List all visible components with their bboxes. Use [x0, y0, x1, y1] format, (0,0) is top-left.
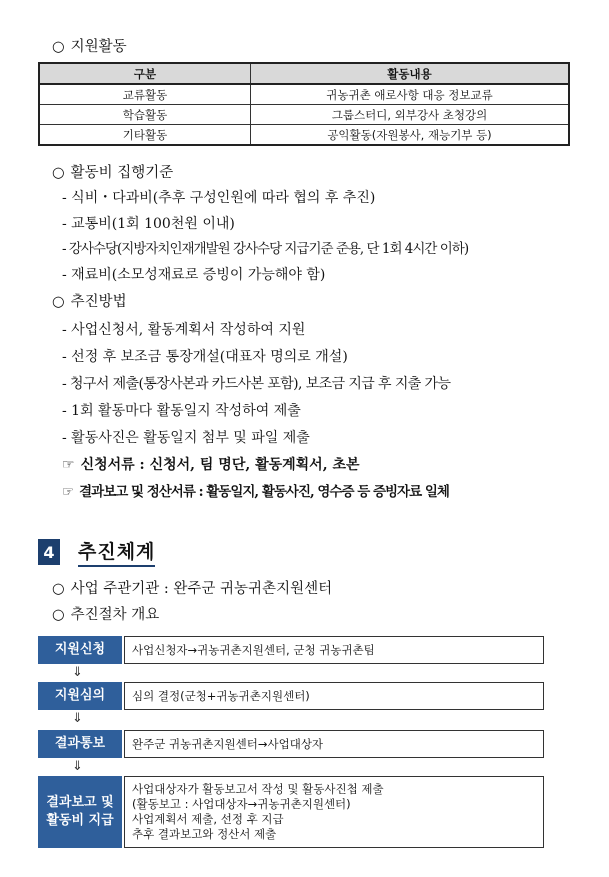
method-item: - 선정 후 보조금 통장개설(대표자 명의로 개설) — [62, 349, 348, 365]
table-header-content: 활동내용 — [251, 63, 570, 84]
pointing-hand-icon: ☞ — [62, 484, 74, 500]
support-activities-heading: ○ 지원활동 — [52, 39, 127, 55]
step-label-apply: 지원신청 — [38, 636, 122, 664]
section-title: 추진체계 — [78, 537, 155, 567]
circle-bullet-icon: ○ — [52, 607, 65, 623]
down-arrow-icon: ⇓ — [72, 759, 83, 774]
step-desc-review: 심의 결정(군청+귀농귀촌지원센터) — [124, 682, 544, 710]
table-cell: 학습활동 — [39, 105, 251, 125]
section-4-heading — [38, 538, 155, 566]
organizer-line: ○ 사업 주관기관 : 완주군 귀농귀촌지원센터 — [52, 581, 333, 597]
settlement-documents-note: ☞ 결과보고 및 정산서류 : 활동일지, 활동사진, 영수증 등 증빙자료 일체 — [62, 484, 449, 500]
procedure-heading: ○ 추진절차 개요 — [52, 607, 160, 623]
pointing-hand-icon: ☞ — [62, 457, 75, 473]
circle-bullet-icon: ○ — [52, 165, 65, 181]
table-header-row — [39, 63, 569, 84]
method-item: - 활동사진은 활동일지 첨부 및 파일 제출 — [62, 430, 310, 446]
section-number-badge: 4 — [38, 539, 60, 565]
down-arrow-icon: ⇓ — [72, 711, 83, 726]
step-label-report: 결과보고 및 활동비 지급 — [38, 776, 122, 848]
application-documents-note: ☞ 신청서류 : 신청서, 팀 명단, 활동계획서, 초본 — [62, 457, 360, 473]
method-item: - 사업신청서, 활동계획서 작성하여 지원 — [62, 322, 306, 338]
table-cell: 공익활동(자원봉사, 재능기부 등) — [251, 125, 570, 146]
circle-bullet-icon: ○ — [52, 581, 65, 597]
step-desc-notify: 완주군 귀농귀촌지원센터→사업대상자 — [124, 730, 544, 758]
expense-criteria-heading: ○ 활동비 집행기준 — [52, 165, 174, 181]
step-label-review: 지원심의 — [38, 682, 122, 710]
table-header-category: 구분 — [39, 63, 251, 84]
expense-item-materials: - 재료비(소모성재료로 증빙이 가능해야 함) — [62, 267, 326, 283]
method-item: - 1회 활동마다 활동일지 작성하여 제출 — [62, 403, 301, 419]
circle-bullet-icon: ○ — [52, 294, 65, 310]
down-arrow-icon: ⇓ — [72, 665, 83, 680]
table-cell: 그룹스터디, 외부강사 초청강의 — [251, 105, 570, 125]
table-row — [39, 125, 569, 146]
table-row — [39, 84, 569, 105]
expense-item-transport: - 교통비(1회 100천원 이내) — [62, 216, 235, 232]
expense-item-lecturer-fee: - 강사수당(지방자치인재개발원 강사수당 지급기준 준용, 단 1회 4시간 이하) — [62, 241, 469, 257]
table-cell: 귀농귀촌 애로사항 대응 정보교류 — [251, 84, 570, 105]
expense-item-meals: - 식비・다과비(추후 구성인원에 따라 협의 후 추진) — [62, 190, 376, 206]
table-row — [39, 105, 569, 125]
table-cell: 교류활동 — [39, 84, 251, 105]
method-heading: ○ 추진방법 — [52, 294, 127, 310]
method-item: - 청구서 제출(통장사본과 카드사본 포함), 보조금 지급 후 지출 가능 — [62, 376, 451, 392]
support-activities-table — [38, 62, 570, 146]
step-desc-apply: 사업신청자→귀농귀촌지원센터, 군청 귀농귀촌팀 — [124, 636, 544, 664]
step-desc-report: 사업대상자가 활동보고서 작성 및 활동사진첩 제출 (활동보고 : 사업대상자→귀농귀촌지원센터) 사업계획서 제출, 선정 후 지급 추후 결과보고와 정산서 제출 — [124, 776, 544, 848]
table-cell: 기타활동 — [39, 125, 251, 146]
circle-bullet-icon: ○ — [52, 39, 65, 55]
step-label-notify: 결과통보 — [38, 730, 122, 758]
